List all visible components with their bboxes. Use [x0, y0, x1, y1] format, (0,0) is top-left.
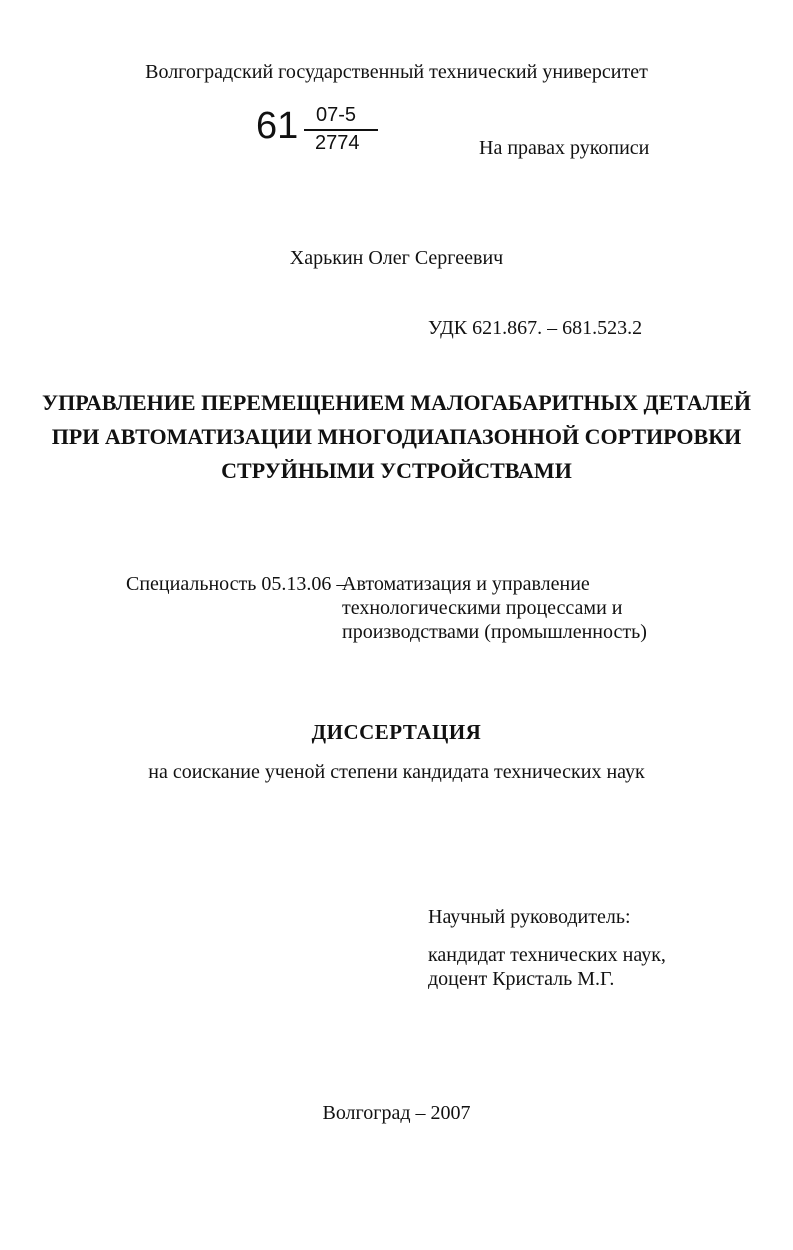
specialty-line: производствами (промышленность) [342, 621, 647, 643]
title-line: УПРАВЛЕНИЕ ПЕРЕМЕЩЕНИЕМ МАЛОГАБАРИТНЫХ ДЕТАЛЕЙ [42, 390, 751, 415]
rights-note: На правах рукописи [479, 137, 650, 159]
author-name: Харькин Олег Сергеевич [289, 247, 504, 269]
supervisor-details [428, 943, 666, 991]
supervisor-line: кандидат технических наук, [428, 944, 666, 966]
title-line: СТРУЙНЫМИ УСТРОЙСТВАМИ [221, 458, 572, 483]
stamp-main-number: 61 [256, 105, 299, 147]
specialty-line: технологическими процессами и [342, 597, 623, 619]
specialty-label: Специальность 05.13.06 – [126, 573, 347, 595]
stamp-numerator: 07-5 [316, 104, 357, 126]
supervisor-line: доцент Кристаль М.Г. [428, 968, 615, 990]
document-type: ДИССЕРТАЦИЯ [311, 720, 482, 744]
stamp-fraction-line [304, 129, 378, 131]
dissertation-title [0, 386, 793, 488]
specialty-description [342, 572, 647, 644]
udk-code: УДК 621.867. – 681.523.2 [428, 317, 643, 339]
title-line: ПРИ АВТОМАТИЗАЦИИ МНОГОДИАПАЗОННОЙ СОРТИРОВКИ [51, 424, 742, 449]
specialty-line: Автоматизация и управление [342, 573, 590, 595]
library-stamp [256, 104, 386, 164]
degree-description: на соискание ученой степени кандидата технических наук [148, 761, 645, 783]
city-year: Волгоград – 2007 [322, 1102, 471, 1124]
stamp-denominator: 2774 [315, 132, 360, 154]
university-name: Волгоградский государственный технический университет [145, 61, 648, 83]
supervisor-label: Научный руководитель: [428, 906, 631, 928]
